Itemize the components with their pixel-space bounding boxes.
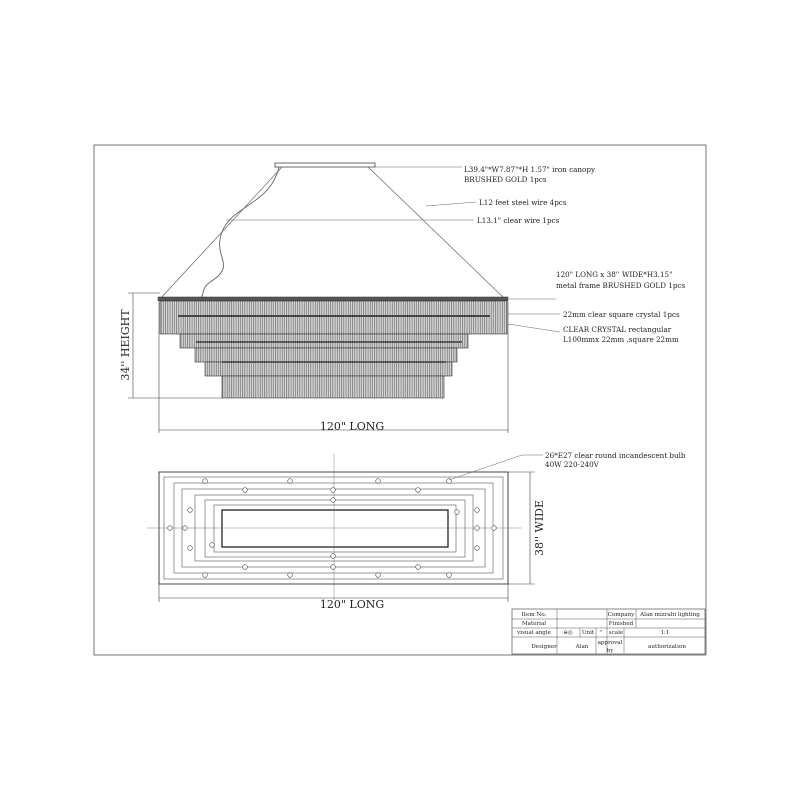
bulb-marker [203,573,208,578]
note-clear-wire: L13.1" clear wire 1pcs [477,216,560,225]
tb-visual-angle-symbol: ⊖◎ [563,630,573,636]
note-canopy-1: L39.4"*W7.87"*H 1.57" iron canopy [464,165,596,174]
bulb-marker [331,488,336,493]
crystal-tier-4 [205,362,452,376]
bulb-marker [168,526,173,531]
tb-unit-label: Unit [581,630,595,636]
bulb-marker [188,546,193,551]
note-frame-2: metal frame BRUSHED GOLD 1pcs [556,281,686,290]
bulb-marker [183,526,188,531]
tb-scale-value: 1:1 [660,630,670,636]
bulb-marker [331,554,336,559]
note-square-crystal: 22mm clear square crystal 1pcs [563,310,680,319]
tb-company-value: Alan mizrahi lighting [640,612,700,618]
tb-item-no-label: Item No. [521,612,547,618]
note-canopy-2: BRUSHED GOLD 1pcs [464,175,547,184]
bulb-marker [203,479,208,484]
crystal-tier-2 [180,334,468,348]
leader-steel-wire [426,202,476,206]
steel-wire-right [368,167,505,299]
width-label: 38'' WIDE [533,499,546,557]
title-block [512,609,705,654]
steel-wire-left [160,167,282,299]
crystal-tier-3 [195,348,457,362]
bulb-marker [475,546,480,551]
bulb-marker [416,565,421,570]
bulb-marker [331,498,336,503]
tb-approval-label-1: approval [597,640,623,646]
note-bulb-1: 26*E27 clear round incandescent bulb [545,451,686,460]
tb-approval-label-2: by [606,648,614,654]
crystal-tier-5 [222,376,444,398]
canopy [275,163,375,167]
bulb-marker [331,565,336,570]
bulb-marker [210,543,215,548]
bulb-marker [475,508,480,513]
bulb-marker [288,479,293,484]
front-elevation [119,163,508,433]
bulb-marker [492,526,497,531]
length-label-front: 120" LONG [319,420,385,433]
clear-wire-cord [200,167,279,299]
bulb-marker [243,565,248,570]
bulb-marker [243,488,248,493]
top-view [147,454,546,611]
crystal-tier-1 [160,301,507,334]
bulb-marker [416,488,421,493]
bulb-marker [288,573,293,578]
tb-designer-label: Designer [531,644,557,650]
leader-rect-crystal [508,324,560,332]
metal-frame [158,297,508,301]
tb-finished-label: Finished [608,621,634,627]
bulb-marker [475,526,480,531]
tb-material-label: Material [521,621,547,627]
note-rect-crystal-2: L100mmx 22mm ,square 22mm [563,335,679,344]
height-label: 34'' HEIGHT [119,309,132,381]
tb-visual-angle-label: visual angle [517,630,551,636]
bulb-marker [447,573,452,578]
bulb-marker [455,510,460,515]
bulb-marker [376,479,381,484]
note-steel-wire: L12 feet steel wire 4pcs [479,198,567,207]
tb-authorization-label: authorization [648,644,686,650]
note-bulb-2: 40W 220-240V [545,460,599,469]
tb-scale-label: scale [608,630,624,636]
tb-designer-value: Alan [575,644,589,650]
tb-unit-value: " [599,630,603,636]
note-frame-1: 120" LONG x 38'' WIDE*H3.15" [556,270,673,279]
tb-company-label: Company [607,612,635,618]
bulb-marker [376,573,381,578]
note-rect-crystal-1: CLEAR CRYSTAL rectangular [563,325,672,334]
length-label-top: 120" LONG [319,598,385,611]
bulb-marker [188,508,193,513]
